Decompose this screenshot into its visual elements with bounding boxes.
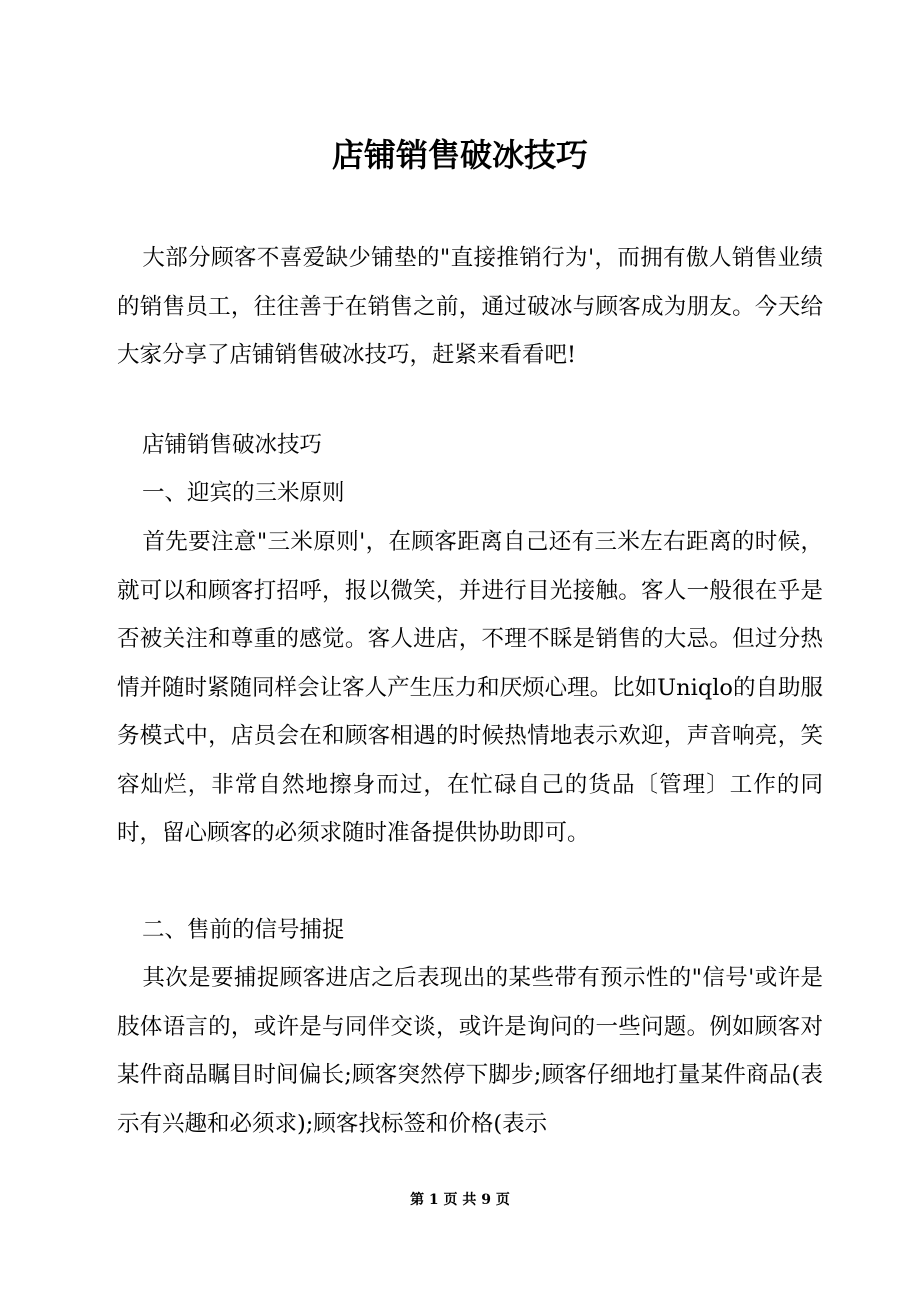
section-heading: [117, 421, 823, 470]
paragraph-text: 大部分顾客不喜爱缺少铺垫的"直接推销行为'，而拥有傲人销售业绩的销售员工，往往善于在销售之前，通过破冰与顾客成为朋友。今天给大家分享了店铺销售破冰技巧，赶紧来看看吧!: [117, 245, 823, 368]
body-paragraph-2: [117, 954, 823, 1148]
page-footer: 第 1 页 共 9 页: [410, 1192, 510, 1208]
document-title: 店铺销售破冰技巧: [331, 136, 588, 174]
paragraph-text: 一、迎宾的三米原则: [142, 480, 345, 506]
paragraph-text: 首先要注意"三米原则'，在顾客距离自己还有三米左右距离的时候，就可以和顾客打招呼，报以微笑，并进行目光接触。客人一般很在乎是否被关注和尊重的感觉。客人进店，不理不睬是销售的大忌。但过分热情并随时紧随同样会让客人产生压力和厌烦心理。比如Uniqlo的自助服务模式中，店员会在和顾客相遇的时候热情地表示欢迎，声音响亮，笑容灿烂，非常自然地擦身而过，在忙碌自己的货品〔管理〕工作的同时，留心顾客的必须求随时准备提供协助即可。: [117, 529, 823, 846]
paragraph-text: 其次是要捕捉顾客进店之后表现出的某些带有预示性的"信号'或许是肢体语言的，或许是与同伴交谈，或许是询问的一些问题。例如顾客对某件商品瞩目时间偏长;顾客突然停下脚步;顾客仔细地打量某件商品(表示有兴趣和必须求);顾客找标签和价格(表示: [117, 965, 823, 1137]
body-paragraph-1: [117, 518, 823, 858]
intro-paragraph: [117, 234, 823, 380]
subheading-1: [117, 469, 823, 518]
paragraph-text: 二、售前的信号捕捉: [142, 917, 345, 943]
subheading-2: [117, 906, 823, 955]
paragraph-text: 店铺销售破冰技巧: [142, 432, 323, 458]
